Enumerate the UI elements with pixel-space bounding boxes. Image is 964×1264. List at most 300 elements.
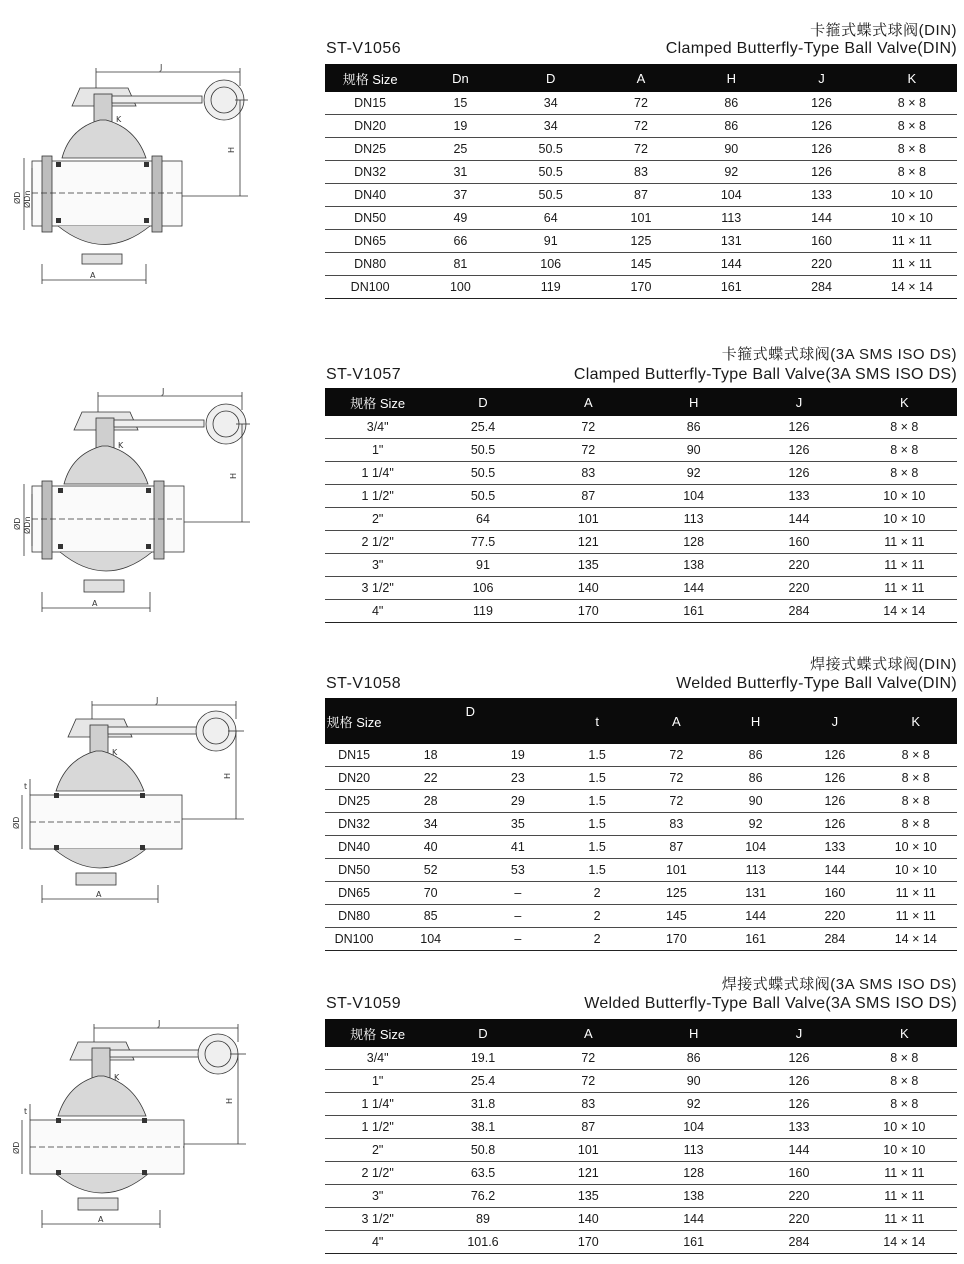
- size-cell: 1 1/2": [325, 485, 430, 508]
- value-cell: 25: [415, 138, 505, 161]
- dim-label-j: J: [162, 387, 165, 396]
- product-title-cn: 焊接式蝶式球阀(DIN): [810, 656, 957, 673]
- col-header-h: H: [641, 1019, 746, 1047]
- product-title-en: Welded Butterfly-Type Ball Valve(DIN): [676, 675, 957, 692]
- valve-cross-section-diagram: [10, 693, 260, 913]
- value-cell: 133: [746, 1116, 851, 1139]
- col-header-size: 规格 Size: [325, 388, 430, 416]
- table-row: [325, 276, 957, 299]
- size-cell: 3": [325, 1185, 430, 1208]
- value-cell: 14 × 14: [875, 928, 958, 951]
- value-cell: 34: [506, 115, 596, 138]
- value-cell: 86: [686, 92, 776, 115]
- value-cell: 100: [415, 276, 505, 299]
- value-cell: 126: [795, 744, 874, 767]
- dim-label-t: t: [24, 1107, 28, 1116]
- dim-label-d: ØD: [12, 1141, 21, 1154]
- value-cell: 11 × 11: [852, 1185, 957, 1208]
- spec-table-st-v1058: [325, 698, 957, 951]
- table-row: [325, 1093, 957, 1116]
- value-cell: 144: [716, 905, 795, 928]
- value-cell: 113: [641, 1139, 746, 1162]
- value-cell: 50.5: [506, 161, 596, 184]
- valve-cross-section-diagram: [10, 1016, 260, 1238]
- value-cell: 40: [383, 836, 478, 859]
- value-cell: 19.1: [430, 1047, 535, 1070]
- dim-label-k: K: [118, 441, 124, 450]
- value-cell: 113: [641, 508, 746, 531]
- col-header-j: J: [795, 698, 874, 744]
- section-st-v1057: [0, 330, 964, 630]
- value-cell: 50.5: [430, 462, 535, 485]
- value-cell: 126: [746, 1047, 851, 1070]
- value-cell: 144: [746, 508, 851, 531]
- table-header-row: [325, 388, 957, 416]
- size-cell: DN15: [325, 92, 415, 115]
- value-cell: 77.5: [430, 531, 535, 554]
- table-row: [325, 836, 957, 859]
- value-cell: 25.4: [430, 1070, 535, 1093]
- value-cell: 10 × 10: [852, 1116, 957, 1139]
- value-cell: 8 × 8: [875, 813, 958, 836]
- dim-label-dn: ØDn: [23, 516, 32, 534]
- col-header-k: K: [867, 64, 957, 92]
- product-title-en: Welded Butterfly-Type Ball Valve(3A SMS ISO DS): [584, 995, 957, 1012]
- value-cell: 14 × 14: [867, 276, 957, 299]
- value-cell: 284: [746, 1231, 851, 1254]
- product-title-cn: 卡箍式蝶式球阀(DIN): [810, 22, 957, 39]
- value-cell: 90: [716, 790, 795, 813]
- valve-cross-section-diagram: [10, 382, 260, 620]
- value-cell: 89: [430, 1208, 535, 1231]
- value-cell: 10 × 10: [852, 508, 957, 531]
- value-cell: 104: [641, 485, 746, 508]
- valve-cross-section-diagram: [10, 58, 260, 293]
- value-cell: 31: [415, 161, 505, 184]
- value-cell: 83: [637, 813, 716, 836]
- table-row: [325, 184, 957, 207]
- col-header-h: H: [686, 64, 776, 92]
- value-cell: 52: [383, 859, 478, 882]
- value-cell: 161: [716, 928, 795, 951]
- size-cell: 3/4": [325, 416, 430, 439]
- table-header-row: [325, 1019, 957, 1047]
- dim-label-a: A: [96, 890, 102, 899]
- table-row: [325, 1231, 957, 1254]
- value-cell: 10 × 10: [867, 184, 957, 207]
- value-cell: 160: [795, 882, 874, 905]
- table-row: [325, 744, 957, 767]
- value-cell: 135: [536, 554, 641, 577]
- value-cell: 63.5: [430, 1162, 535, 1185]
- value-cell: 72: [637, 790, 716, 813]
- table-row: [325, 92, 957, 115]
- size-cell: DN50: [325, 859, 383, 882]
- value-cell: 104: [383, 928, 478, 951]
- value-cell: 34: [383, 813, 478, 836]
- table-row: [325, 253, 957, 276]
- value-cell: 10 × 10: [875, 859, 958, 882]
- value-cell: 160: [776, 230, 866, 253]
- col-header-j: J: [776, 64, 866, 92]
- value-cell: 8 × 8: [867, 138, 957, 161]
- col-header-k: K: [852, 1019, 957, 1047]
- value-cell: 38.1: [430, 1116, 535, 1139]
- table-row: [325, 928, 957, 951]
- col-header-d: D: [430, 388, 535, 416]
- table-row: [325, 508, 957, 531]
- value-cell: 64: [430, 508, 535, 531]
- value-cell: 220: [776, 253, 866, 276]
- size-cell: DN65: [325, 230, 415, 253]
- value-cell: 2: [558, 905, 637, 928]
- value-cell: 126: [746, 439, 851, 462]
- value-cell: 50.8: [430, 1139, 535, 1162]
- value-cell: 138: [641, 554, 746, 577]
- dim-label-h: H: [229, 472, 238, 479]
- table-row: [325, 1116, 957, 1139]
- col-header-size: 规格 Size: [325, 64, 415, 92]
- value-cell: 161: [641, 600, 746, 623]
- value-cell: 161: [641, 1231, 746, 1254]
- value-cell: 11 × 11: [852, 531, 957, 554]
- col-header-j: J: [746, 388, 851, 416]
- value-cell: 140: [536, 577, 641, 600]
- value-cell: –: [478, 928, 557, 951]
- value-cell: 106: [506, 253, 596, 276]
- value-cell: 131: [686, 230, 776, 253]
- dim-label-k: K: [116, 115, 122, 124]
- valve-drawing-welded-din: [10, 693, 260, 913]
- size-cell: 2": [325, 1139, 430, 1162]
- col-header-h: H: [716, 698, 795, 744]
- table-row: [325, 767, 957, 790]
- section-st-v1058: [0, 648, 964, 948]
- product-title-cn: 焊接式蝶式球阀(3A SMS ISO DS): [721, 976, 957, 993]
- size-cell: DN40: [325, 184, 415, 207]
- size-cell: 1 1/4": [325, 462, 430, 485]
- value-cell: 10 × 10: [852, 485, 957, 508]
- dim-label-a: A: [92, 599, 98, 608]
- dim-label-d: ØD: [12, 816, 21, 829]
- value-cell: 104: [716, 836, 795, 859]
- size-cell: 4": [325, 600, 430, 623]
- dim-label-h: H: [223, 772, 232, 779]
- model-number: ST-V1059: [326, 995, 402, 1012]
- value-cell: 8 × 8: [867, 115, 957, 138]
- product-title-en: Clamped Butterfly-Type Ball Valve(DIN): [665, 40, 957, 57]
- size-cell: 1 1/2": [325, 1116, 430, 1139]
- value-cell: 83: [596, 161, 686, 184]
- value-cell: 133: [776, 184, 866, 207]
- value-cell: 140: [536, 1208, 641, 1231]
- value-cell: 220: [746, 1185, 851, 1208]
- value-cell: 8 × 8: [852, 416, 957, 439]
- value-cell: 25.4: [430, 416, 535, 439]
- table-header-row: [325, 64, 957, 92]
- dim-label-k: K: [112, 748, 118, 757]
- col-header-j: J: [746, 1019, 851, 1047]
- size-cell: DN65: [325, 882, 383, 905]
- table-row: [325, 790, 957, 813]
- value-cell: 126: [795, 813, 874, 836]
- value-cell: 72: [637, 767, 716, 790]
- value-cell: 101: [596, 207, 686, 230]
- value-cell: 50.5: [506, 184, 596, 207]
- table-row: [325, 462, 957, 485]
- value-cell: 41: [478, 836, 557, 859]
- dim-label-j: J: [160, 63, 163, 72]
- value-cell: 144: [746, 1139, 851, 1162]
- size-cell: 3/4": [325, 1047, 430, 1070]
- table-row: [325, 1185, 957, 1208]
- product-title-en: Clamped Butterfly-Type Ball Valve(3A SMS ISO DS): [573, 366, 957, 383]
- value-cell: 126: [776, 92, 866, 115]
- model-number: ST-V1056: [326, 40, 402, 57]
- valve-drawing-welded-3a: [10, 1016, 260, 1238]
- value-cell: 126: [795, 790, 874, 813]
- value-cell: 8 × 8: [867, 92, 957, 115]
- col-header-size: 规格 Size: [325, 698, 383, 744]
- size-cell: DN25: [325, 138, 415, 161]
- value-cell: 170: [596, 276, 686, 299]
- value-cell: 2: [558, 928, 637, 951]
- value-cell: 8 × 8: [852, 1047, 957, 1070]
- value-cell: 10 × 10: [852, 1139, 957, 1162]
- col-header-h: H: [641, 388, 746, 416]
- value-cell: 126: [746, 1070, 851, 1093]
- value-cell: 49: [415, 207, 505, 230]
- dim-label-d: ØD: [13, 191, 22, 204]
- table-header-row: [325, 698, 957, 744]
- table-row: [325, 439, 957, 462]
- value-cell: 11 × 11: [867, 230, 957, 253]
- value-cell: 8 × 8: [852, 1070, 957, 1093]
- dim-label-j: J: [158, 1019, 161, 1028]
- value-cell: 72: [596, 92, 686, 115]
- value-cell: 86: [716, 767, 795, 790]
- col-header-k: K: [875, 698, 958, 744]
- value-cell: 91: [430, 554, 535, 577]
- value-cell: 15: [415, 92, 505, 115]
- dim-label-k: K: [114, 1073, 120, 1082]
- value-cell: 8 × 8: [852, 1093, 957, 1116]
- value-cell: 126: [746, 1093, 851, 1116]
- size-cell: 1": [325, 439, 430, 462]
- size-cell: DN80: [325, 905, 383, 928]
- value-cell: 144: [641, 577, 746, 600]
- table-row: [325, 1162, 957, 1185]
- value-cell: 92: [716, 813, 795, 836]
- value-cell: 50.5: [506, 138, 596, 161]
- value-cell: 72: [536, 1070, 641, 1093]
- value-cell: 72: [536, 1047, 641, 1070]
- value-cell: 284: [795, 928, 874, 951]
- table-row: [325, 905, 957, 928]
- table-row: [325, 813, 957, 836]
- value-cell: 126: [795, 767, 874, 790]
- value-cell: 220: [746, 1208, 851, 1231]
- table-row: [325, 161, 957, 184]
- size-cell: DN50: [325, 207, 415, 230]
- value-cell: 1.5: [558, 790, 637, 813]
- value-cell: 101: [637, 859, 716, 882]
- spec-table-st-v1056: [325, 64, 957, 299]
- value-cell: 125: [596, 230, 686, 253]
- value-cell: 144: [686, 253, 776, 276]
- value-cell: 126: [746, 462, 851, 485]
- value-cell: 135: [536, 1185, 641, 1208]
- value-cell: 10 × 10: [867, 207, 957, 230]
- value-cell: 76.2: [430, 1185, 535, 1208]
- size-cell: 3": [325, 554, 430, 577]
- value-cell: 1.5: [558, 859, 637, 882]
- col-header-d: D: [506, 64, 596, 92]
- size-cell: DN20: [325, 767, 383, 790]
- col-header-a: A: [637, 698, 716, 744]
- size-cell: 1": [325, 1070, 430, 1093]
- value-cell: 106: [430, 577, 535, 600]
- value-cell: 101: [536, 508, 641, 531]
- value-cell: 121: [536, 1162, 641, 1185]
- value-cell: 85: [383, 905, 478, 928]
- value-cell: 11 × 11: [852, 1208, 957, 1231]
- value-cell: 160: [746, 1162, 851, 1185]
- dim-label-h: H: [227, 146, 236, 153]
- table-row: [325, 115, 957, 138]
- dim-label-t: t: [24, 782, 28, 791]
- value-cell: 220: [746, 577, 851, 600]
- value-cell: 128: [641, 1162, 746, 1185]
- col-header-a: A: [536, 1019, 641, 1047]
- value-cell: 11 × 11: [867, 253, 957, 276]
- table-row: [325, 485, 957, 508]
- value-cell: 2: [558, 882, 637, 905]
- size-cell: DN100: [325, 928, 383, 951]
- dim-label-j: J: [156, 696, 159, 705]
- size-cell: 2 1/2": [325, 1162, 430, 1185]
- col-header-d: D: [430, 1019, 535, 1047]
- dim-label-h: H: [225, 1097, 234, 1104]
- value-cell: 11 × 11: [875, 905, 958, 928]
- value-cell: –: [478, 905, 557, 928]
- value-cell: 284: [746, 600, 851, 623]
- value-cell: 72: [536, 439, 641, 462]
- value-cell: 126: [746, 416, 851, 439]
- value-cell: 35: [478, 813, 557, 836]
- product-title-cn: 卡箍式蝶式球阀(3A SMS ISO DS): [721, 346, 957, 363]
- dim-label-dn: ØDn: [23, 190, 32, 208]
- value-cell: 170: [637, 928, 716, 951]
- value-cell: 28: [383, 790, 478, 813]
- col-header-a: A: [536, 388, 641, 416]
- value-cell: 8 × 8: [875, 790, 958, 813]
- value-cell: 11 × 11: [875, 882, 958, 905]
- value-cell: 101.6: [430, 1231, 535, 1254]
- value-cell: 220: [795, 905, 874, 928]
- value-cell: 90: [641, 439, 746, 462]
- value-cell: 8 × 8: [875, 744, 958, 767]
- value-cell: –: [478, 882, 557, 905]
- size-cell: DN32: [325, 813, 383, 836]
- value-cell: 87: [536, 1116, 641, 1139]
- size-cell: DN100: [325, 276, 415, 299]
- value-cell: 81: [415, 253, 505, 276]
- table-row: [325, 882, 957, 905]
- size-cell: 2 1/2": [325, 531, 430, 554]
- value-cell: 90: [641, 1070, 746, 1093]
- size-cell: DN25: [325, 790, 383, 813]
- col-header-a: A: [596, 64, 686, 92]
- value-cell: 113: [686, 207, 776, 230]
- value-cell: 72: [536, 416, 641, 439]
- value-cell: 19: [415, 115, 505, 138]
- value-cell: 126: [776, 161, 866, 184]
- value-cell: 8 × 8: [852, 462, 957, 485]
- section-st-v1059: [0, 968, 964, 1264]
- section-st-v1056: [0, 0, 964, 310]
- value-cell: 11 × 11: [852, 577, 957, 600]
- value-cell: 128: [641, 531, 746, 554]
- value-cell: 83: [536, 462, 641, 485]
- model-number: ST-V1057: [326, 366, 402, 383]
- value-cell: 92: [641, 462, 746, 485]
- valve-drawing-clamped-din: [10, 58, 260, 293]
- value-cell: 125: [637, 882, 716, 905]
- size-cell: DN20: [325, 115, 415, 138]
- value-cell: 10 × 10: [875, 836, 958, 859]
- value-cell: 11 × 11: [852, 1162, 957, 1185]
- table-row: [325, 1208, 957, 1231]
- value-cell: 34: [506, 92, 596, 115]
- value-cell: 29: [478, 790, 557, 813]
- model-number: ST-V1058: [326, 675, 402, 692]
- value-cell: 86: [686, 115, 776, 138]
- table-row: [325, 207, 957, 230]
- value-cell: 72: [596, 115, 686, 138]
- value-cell: 14 × 14: [852, 600, 957, 623]
- value-cell: 144: [795, 859, 874, 882]
- value-cell: 220: [746, 554, 851, 577]
- value-cell: 87: [596, 184, 686, 207]
- size-cell: DN80: [325, 253, 415, 276]
- value-cell: 119: [506, 276, 596, 299]
- value-cell: 119: [430, 600, 535, 623]
- table-row: [325, 1070, 957, 1093]
- table-row: [325, 416, 957, 439]
- size-cell: 1 1/4": [325, 1093, 430, 1116]
- value-cell: 126: [776, 115, 866, 138]
- value-cell: 86: [716, 744, 795, 767]
- value-cell: 37: [415, 184, 505, 207]
- value-cell: 53: [478, 859, 557, 882]
- col-header-size: 规格 Size: [325, 1019, 430, 1047]
- size-cell: DN40: [325, 836, 383, 859]
- value-cell: 145: [596, 253, 686, 276]
- value-cell: 1.5: [558, 813, 637, 836]
- value-cell: 23: [478, 767, 557, 790]
- value-cell: 113: [716, 859, 795, 882]
- value-cell: 92: [641, 1093, 746, 1116]
- col-header-d: D: [383, 698, 557, 744]
- value-cell: 101: [536, 1139, 641, 1162]
- value-cell: 131: [716, 882, 795, 905]
- value-cell: 1.5: [558, 767, 637, 790]
- table-row: [325, 531, 957, 554]
- table-row: [325, 859, 957, 882]
- col-header-dn: Dn: [415, 64, 505, 92]
- value-cell: 70: [383, 882, 478, 905]
